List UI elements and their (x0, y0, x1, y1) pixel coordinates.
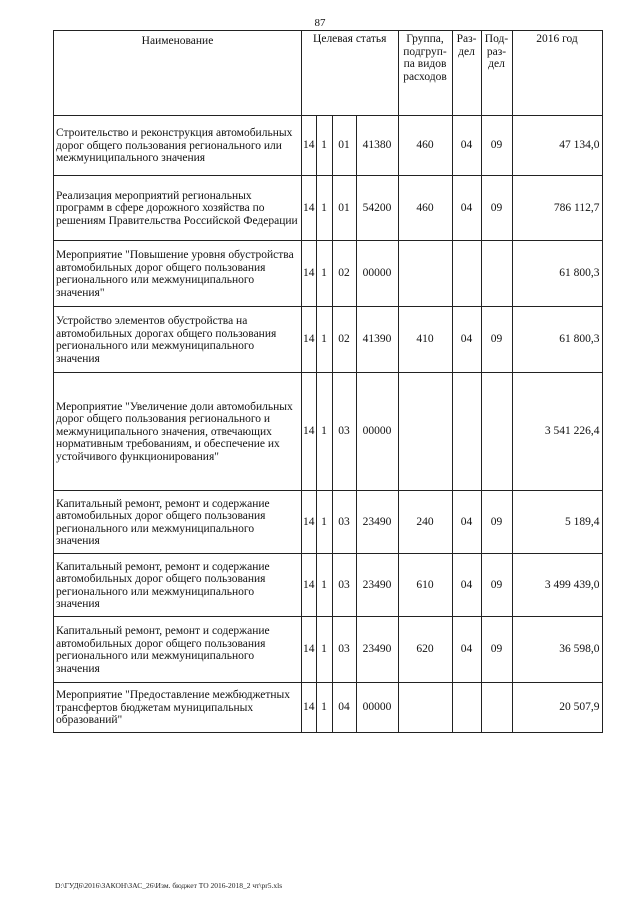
cell-direction-code: 00000 (356, 241, 398, 307)
cell-program-code: 14 (302, 617, 317, 683)
table-row (54, 373, 603, 491)
cell-direction-code: 23490 (356, 554, 398, 617)
cell-amount-2016: 5 189,4 (512, 491, 602, 554)
cell-direction-code: 00000 (356, 373, 398, 491)
cell-expense-group: 410 (398, 307, 452, 373)
cell-subsection: 09 (481, 116, 512, 176)
cell-amount-2016: 3 499 439,0 (512, 554, 602, 617)
cell-subsection: 09 (481, 554, 512, 617)
cell-direction-code: 00000 (356, 683, 398, 733)
cell-direction-code: 54200 (356, 176, 398, 241)
cell-section (452, 683, 481, 733)
cell-subprogram-code: 1 (316, 241, 332, 307)
cell-program-code: 14 (302, 176, 317, 241)
cell-name: Капитальный ремонт, ремонт и содержание автомобильных дорог общего пользования регионального или межмуниципального значения (54, 491, 302, 554)
cell-subsection (481, 683, 512, 733)
table-row (54, 116, 603, 176)
footer-file-path: D:\ГУД6\2016\ЗАКОН\ЗАС_26\Изм. бюджет ТО 2016-2018_2 чт\pr5.xls (55, 881, 283, 890)
table-row (54, 307, 603, 373)
table-row (54, 617, 603, 683)
cell-expense-group: 620 (398, 617, 452, 683)
cell-direction-code: 23490 (356, 617, 398, 683)
cell-subsection: 09 (481, 491, 512, 554)
cell-subprogram-code: 1 (316, 116, 332, 176)
cell-measure-code: 03 (332, 491, 356, 554)
cell-expense-group: 240 (398, 491, 452, 554)
cell-expense-group (398, 241, 452, 307)
cell-name: Капитальный ремонт, ремонт и содержание автомобильных дорог общего пользования регионального или межмуниципального значения (54, 617, 302, 683)
table-row (54, 683, 603, 733)
cell-program-code: 14 (302, 241, 317, 307)
cell-subprogram-code: 1 (316, 176, 332, 241)
cell-section: 04 (452, 116, 481, 176)
cell-program-code: 14 (302, 116, 317, 176)
cell-amount-2016: 3 541 226,4 (512, 373, 602, 491)
cell-amount-2016: 36 598,0 (512, 617, 602, 683)
header-section: Раз-дел (452, 31, 481, 116)
cell-name: Мероприятие "Предоставление межбюджетных трансфертов бюджетам муниципальных образований" (54, 683, 302, 733)
cell-section (452, 241, 481, 307)
cell-direction-code: 41390 (356, 307, 398, 373)
header-expense-group: Группа, подгруп-па видов расходов (398, 31, 452, 116)
cell-subsection: 09 (481, 176, 512, 241)
cell-name: Строительство и реконструкция автомобильных дорог общего пользования регионального или межмуниципального значения (54, 116, 302, 176)
cell-section: 04 (452, 307, 481, 373)
cell-subsection: 09 (481, 617, 512, 683)
cell-measure-code: 03 (332, 554, 356, 617)
cell-subprogram-code: 1 (316, 554, 332, 617)
cell-measure-code: 03 (332, 617, 356, 683)
cell-name: Реализация мероприятий региональных программ в сфере дорожного хозяйства по решениям Правительства Российской Федерации (54, 176, 302, 241)
cell-expense-group (398, 373, 452, 491)
table-row (54, 491, 603, 554)
table-row (54, 241, 603, 307)
cell-expense-group: 610 (398, 554, 452, 617)
cell-subprogram-code: 1 (316, 491, 332, 554)
cell-section (452, 373, 481, 491)
cell-measure-code: 01 (332, 116, 356, 176)
cell-subsection: 09 (481, 307, 512, 373)
cell-section: 04 (452, 176, 481, 241)
cell-program-code: 14 (302, 683, 317, 733)
cell-amount-2016: 61 800,3 (512, 241, 602, 307)
cell-amount-2016: 20 507,9 (512, 683, 602, 733)
cell-subprogram-code: 1 (316, 617, 332, 683)
cell-expense-group (398, 683, 452, 733)
cell-direction-code: 23490 (356, 491, 398, 554)
cell-subprogram-code: 1 (316, 373, 332, 491)
table-header-row (54, 31, 603, 116)
cell-expense-group: 460 (398, 116, 452, 176)
cell-program-code: 14 (302, 373, 317, 491)
header-year: 2016 год (512, 31, 602, 116)
cell-name: Устройство элементов обустройства на автомобильных дорогах общего пользования регионального или межмуниципального значения (54, 307, 302, 373)
table-body (54, 116, 603, 733)
cell-measure-code: 02 (332, 307, 356, 373)
cell-subsection (481, 241, 512, 307)
cell-subprogram-code: 1 (316, 307, 332, 373)
cell-amount-2016: 61 800,3 (512, 307, 602, 373)
cell-name: Капитальный ремонт, ремонт и содержание автомобильных дорог общего пользования регионального или межмуниципального значения (54, 554, 302, 617)
budget-table (53, 30, 603, 733)
cell-expense-group: 460 (398, 176, 452, 241)
cell-amount-2016: 47 134,0 (512, 116, 602, 176)
cell-measure-code: 03 (332, 373, 356, 491)
header-target-article: Целевая статья (302, 31, 399, 116)
cell-measure-code: 04 (332, 683, 356, 733)
header-subsection: Под-раз-дел (481, 31, 512, 116)
cell-program-code: 14 (302, 307, 317, 373)
cell-name: Мероприятие "Увеличение доли автомобильных дорог общего пользования регионального и межмуниципального значения, отвечающих нормативным требованиям, и обеспечение их устойчивого функционирования" (54, 373, 302, 491)
cell-section: 04 (452, 554, 481, 617)
header-name: Наименование (54, 31, 302, 116)
page-number: 87 (314, 17, 326, 29)
cell-program-code: 14 (302, 554, 317, 617)
table-row (54, 554, 603, 617)
cell-section: 04 (452, 617, 481, 683)
cell-measure-code: 02 (332, 241, 356, 307)
cell-name: Мероприятие "Повышение уровня обустройства автомобильных дорог общего пользования регионального или межмуниципального значения" (54, 241, 302, 307)
cell-measure-code: 01 (332, 176, 356, 241)
cell-program-code: 14 (302, 491, 317, 554)
cell-subsection (481, 373, 512, 491)
cell-direction-code: 41380 (356, 116, 398, 176)
cell-section: 04 (452, 491, 481, 554)
table-row (54, 176, 603, 241)
cell-subprogram-code: 1 (316, 683, 332, 733)
cell-amount-2016: 786 112,7 (512, 176, 602, 241)
